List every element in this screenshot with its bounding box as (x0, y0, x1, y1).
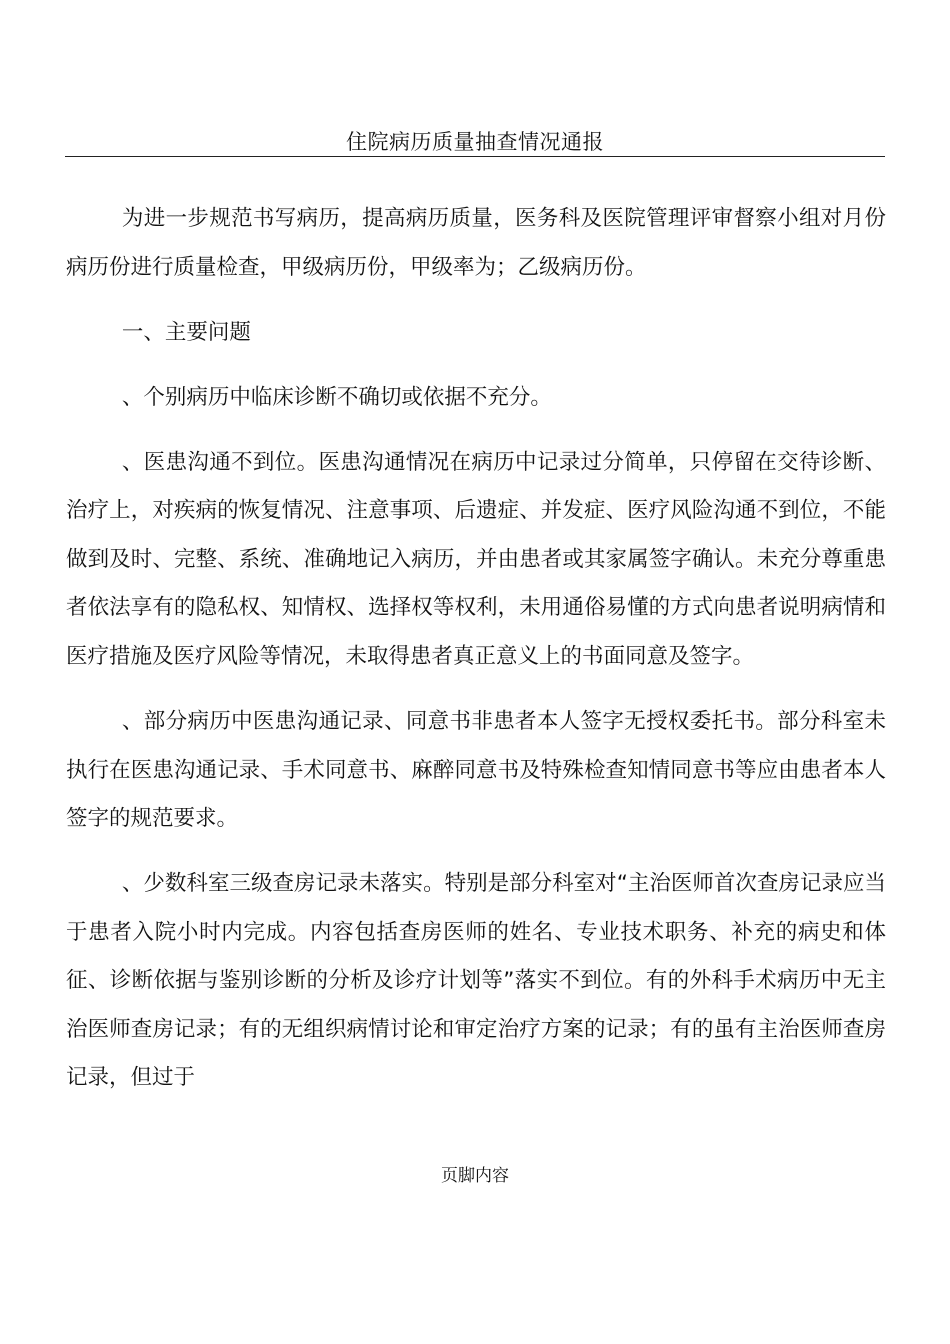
issue-paragraph-communication: 、医患沟通不到位。医患沟通情况在病历中记录过分简单，只停留在交待诊断、治疗上，对疾病的恢复情况、注意事项、后遗症、并发症、医疗风险沟通不到位，不能做到及时、完整、系统、准确地记入病历，并由患者或其家属签字确认。未充分尊重患者依法享有的隐私权、知情权、选择权等权利，未用通俗易懂的方式向患者说明病情和医疗措施及医疗风险等情况，未取得患者真正意义上的书面同意及签字。 (66, 449, 886, 669)
document-body (66, 195, 886, 1103)
section-heading-main-issues: 一、主要问题 (121, 319, 251, 345)
intro-paragraph: 为进一步规范书写病历，提高病历质量，医务科及医院管理评审督察小组对月份病历份进行质量检查，甲级病历份，甲级率为；乙级病历份。 (66, 206, 886, 280)
header-title: 住院病历质量抽查情况通报 (346, 130, 604, 154)
page-header (65, 128, 885, 157)
issue-paragraph-consent: 、部分病历中医患沟通记录、同意书非患者本人签字无授权委托书。部分科室未执行在医患沟通记录、手术同意书、麻醉同意书及特殊检查知情同意书等应由患者本人签字的规范要求。 (66, 708, 886, 832)
issue-paragraph-ward-rounds: 、少数科室三级查房记录未落实。特别是部分科室对“主治医师首次查房记录应当于患者入院小时内完成。内容包括查房医师的姓名、专业技术职务、补充的病史和体征、诊断依据与鉴别诊断的分析及诊疗计划等”落实不到位。有的外科手术病历中无主治医师查房记录；有的无组织病情讨论和审定治疗方案的记录；有的虽有主治医师查房记录，但过于 (66, 871, 886, 1091)
page-footer: 页脚内容 (441, 1166, 509, 1186)
issue-paragraph-diagnosis: 、个别病历中临床诊断不确切或依据不充分。 (121, 384, 552, 410)
